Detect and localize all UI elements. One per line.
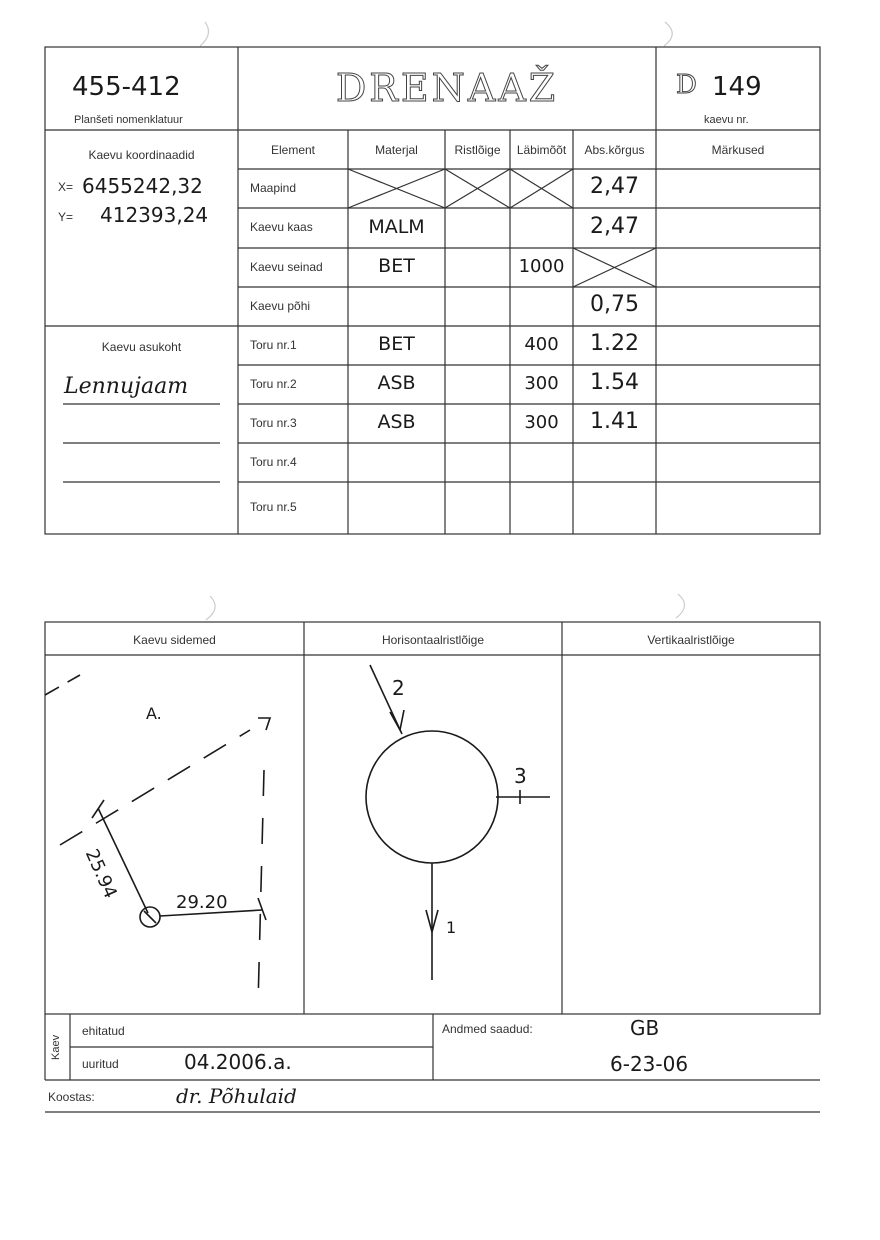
data-received-date: 6-23-06 [610,1052,689,1076]
table-row-element: Toru nr.4 [250,454,297,469]
header-material: Materjal [375,143,418,157]
built-label: ehitatud [82,1024,125,1038]
nomenclature-value: 455-412 [72,72,181,102]
table-row-element: Toru nr.3 [250,415,297,430]
side-label: Kaev [50,1034,62,1060]
pipe-2-label: 2 [392,676,405,700]
compiled-value: dr. Põhulaid [176,1084,297,1108]
header-section: Ristlõige [454,143,501,157]
surveyed-label: uuritud [82,1057,119,1071]
coordinates-label: Kaevu koordinaadid [88,148,195,162]
vertical-section-label: Vertikaalristlõige [647,633,735,647]
table-row-element: Kaevu seinad [250,259,323,274]
table-row-element: Toru nr.5 [250,500,297,514]
table-row-element: Kaevu kaas [250,220,313,234]
table-row-element: Toru nr.2 [250,376,297,391]
sketch-mark: A. [146,704,162,723]
table-row-height: 1.41 [590,409,639,435]
well-number-label: kaevu nr. [704,114,749,126]
horizontal-section-label: Horisontaalristlõige [381,633,485,647]
pipe-3-label: 3 [514,764,527,788]
header-element: Element [270,143,316,157]
table-row-diameter: 300 [524,411,559,433]
table-row-element: Toru nr.1 [250,337,297,352]
header-diameter: Läbimõõt [516,143,567,157]
form-title: DRENAAŽ [335,66,559,110]
y-coordinate: 412393,24 [100,203,209,227]
well-prefix: D [676,70,697,100]
table-row-height: 1.22 [590,331,639,357]
compiled-label: Koostas: [48,1090,95,1104]
data-received-label: Andmed saadud: [442,1022,533,1036]
header-height: Abs.kõrgus [584,143,645,157]
table-row-height: 1.54 [590,370,639,396]
table-row-material: BET [378,255,415,278]
table-row-material: BET [378,333,415,356]
x-coordinate: 6455242,32 [82,174,203,198]
table-row-diameter: 1000 [518,255,565,277]
x-label: X= [58,180,74,194]
dimension-horizontal: 29.20 [176,892,228,913]
table-row-material: ASB [377,411,416,434]
location-value: Lennujaam [64,374,189,399]
table-row-element: Maapind [250,180,297,195]
table-row-material: ASB [377,372,416,395]
connections-sketch [45,675,270,1005]
table-row-height: 0,75 [590,292,639,318]
pipe-1-label: 1 [446,918,457,937]
y-label: Y= [58,210,74,224]
connections-label: Kaevu sidemed [133,633,216,647]
nomenclature-label: Planšeti nomenklatuur [74,114,183,126]
well-number: 149 [712,72,762,102]
table-row-diameter: 400 [524,333,559,355]
horizontal-section-sketch [366,665,550,980]
table-row-element: Kaevu põhi [250,298,311,313]
header-notes: Märkused [711,143,765,157]
table-row-height: 2,47 [590,213,639,239]
surveyed-value: 04.2006.a. [184,1050,292,1074]
table-row-diameter: 300 [524,372,559,394]
location-label: Kaevu asukoht [101,340,182,354]
data-received-initials: GB [630,1016,660,1040]
dimension-diagonal: 25.94 [80,846,121,902]
table-row-height: 2,47 [590,174,639,200]
table-row-material: MALM [368,215,425,238]
